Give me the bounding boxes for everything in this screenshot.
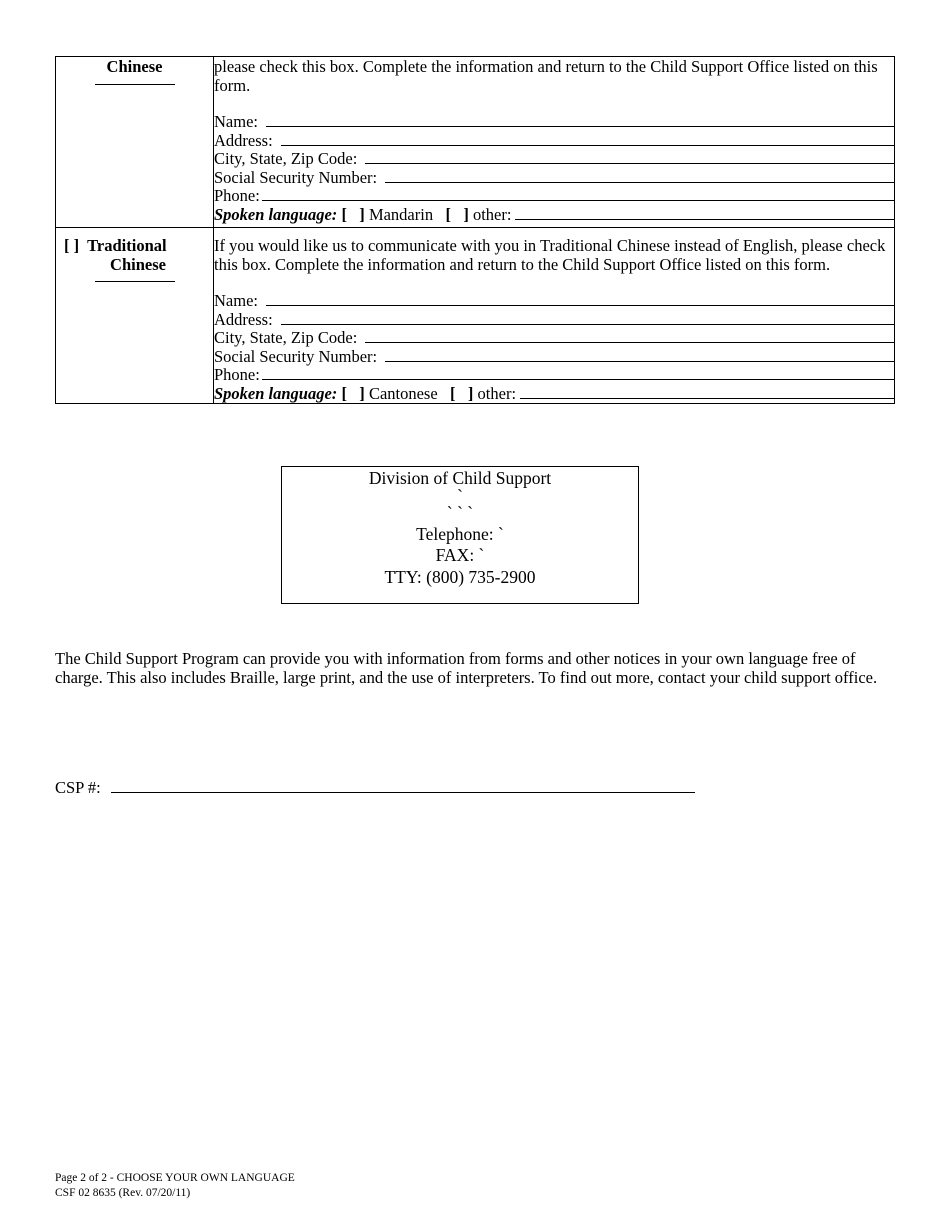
page-footer bbox=[55, 1171, 295, 1200]
initials-blank[interactable] bbox=[95, 278, 175, 282]
cantonese-option: Cantonese bbox=[368, 383, 438, 403]
language-label-cell bbox=[56, 228, 214, 404]
language-options-table bbox=[55, 56, 895, 404]
accessibility-notice: The Child Support Program can provide you with information from forms and other notices in your own language free of charge. This also includes Braille, large print, and the use of interpreters. To find out more, contact your child support office. bbox=[55, 649, 878, 687]
name-input-line[interactable] bbox=[266, 113, 894, 127]
cantonese-checkbox[interactable]: [ ] bbox=[341, 383, 365, 403]
spoken-language-field bbox=[214, 385, 894, 404]
office-fax: FAX: ` bbox=[435, 545, 485, 565]
initials-blank[interactable] bbox=[95, 81, 175, 85]
mandarin-option: Mandarin bbox=[368, 204, 434, 224]
ssn-input-line[interactable] bbox=[385, 348, 894, 362]
other-checkbox[interactable]: [ ] bbox=[450, 383, 474, 403]
traditional-chinese-checkbox[interactable]: [ ] bbox=[64, 236, 80, 255]
footer-form-number: CSF 02 8635 (Rev. 07/20/11) bbox=[55, 1186, 191, 1199]
ssn-field[interactable] bbox=[214, 348, 894, 367]
address-field[interactable] bbox=[214, 132, 894, 151]
phone-input-line[interactable] bbox=[262, 366, 894, 380]
city-state-zip-field[interactable] bbox=[214, 329, 894, 348]
csp-input-line[interactable] bbox=[111, 778, 695, 793]
instructions-text: If you would like us to communicate with you in Traditional Chinese instead of English, please check this box. Complete the information and return to the Child Support Office listed on this form. bbox=[214, 236, 886, 274]
language-name: Chinese bbox=[106, 57, 163, 76]
city-state-zip-input-line[interactable] bbox=[365, 150, 894, 164]
csp-label: CSP #: bbox=[55, 778, 101, 797]
name-label: Name: bbox=[214, 291, 258, 310]
ssn-label: Social Security Number: bbox=[214, 167, 378, 187]
other-label: other: bbox=[472, 204, 512, 224]
language-detail-cell bbox=[214, 228, 895, 404]
instructions-text: please check this box. Complete the information and return to the Child Support Office listed on this form. bbox=[214, 57, 878, 95]
phone-label: Phone: bbox=[214, 186, 260, 205]
phone-field[interactable] bbox=[214, 366, 894, 385]
language-name-traditional: Traditional bbox=[87, 236, 167, 255]
spoken-language-field bbox=[214, 206, 894, 225]
phone-label: Phone: bbox=[214, 365, 260, 384]
spoken-language-label: Spoken language: bbox=[214, 383, 338, 403]
office-tty: TTY: (800) 735-2900 bbox=[384, 566, 536, 587]
mandarin-checkbox[interactable]: [ ] bbox=[341, 204, 365, 224]
office-title: Division of Child Support bbox=[368, 468, 552, 488]
language-row-chinese bbox=[56, 57, 895, 228]
ssn-field[interactable] bbox=[214, 169, 894, 188]
spoken-language-label: Spoken language: bbox=[214, 204, 338, 224]
footer-page-info: Page 2 of 2 - CHOOSE YOUR OWN LANGUAGE bbox=[55, 1172, 295, 1184]
address-label: Address: bbox=[214, 309, 273, 329]
address-field[interactable] bbox=[214, 311, 894, 330]
language-name-line1 bbox=[56, 237, 213, 256]
city-placeholder: ` ` ` bbox=[446, 502, 474, 523]
ssn-input-line[interactable] bbox=[385, 169, 894, 183]
name-field[interactable] bbox=[214, 113, 894, 132]
address-label: Address: bbox=[214, 130, 273, 150]
language-row-traditional-chinese bbox=[56, 228, 895, 404]
phone-input-line[interactable] bbox=[262, 187, 894, 201]
office-contact-box bbox=[281, 466, 639, 604]
name-input-line[interactable] bbox=[266, 292, 894, 306]
name-field[interactable] bbox=[214, 292, 894, 311]
ssn-label: Social Security Number: bbox=[214, 346, 378, 366]
csp-number-field[interactable] bbox=[55, 778, 695, 798]
name-label: Name: bbox=[214, 112, 258, 131]
city-state-zip-field[interactable] bbox=[214, 150, 894, 169]
address-placeholder: ` bbox=[457, 485, 463, 506]
language-name-line2: Chinese bbox=[110, 254, 166, 274]
address-input-line[interactable] bbox=[281, 311, 894, 325]
city-state-zip-label: City, State, Zip Code: bbox=[214, 328, 358, 347]
language-label-cell bbox=[56, 57, 214, 228]
phone-field[interactable] bbox=[214, 187, 894, 206]
office-telephone: Telephone: ` bbox=[416, 523, 504, 544]
language-detail-cell bbox=[214, 57, 895, 228]
other-label: other: bbox=[477, 383, 517, 403]
city-state-zip-input-line[interactable] bbox=[365, 329, 894, 343]
other-input-line[interactable] bbox=[520, 385, 894, 399]
address-input-line[interactable] bbox=[281, 132, 894, 146]
other-input-line[interactable] bbox=[515, 206, 894, 220]
other-checkbox[interactable]: [ ] bbox=[445, 204, 469, 224]
city-state-zip-label: City, State, Zip Code: bbox=[214, 149, 358, 168]
